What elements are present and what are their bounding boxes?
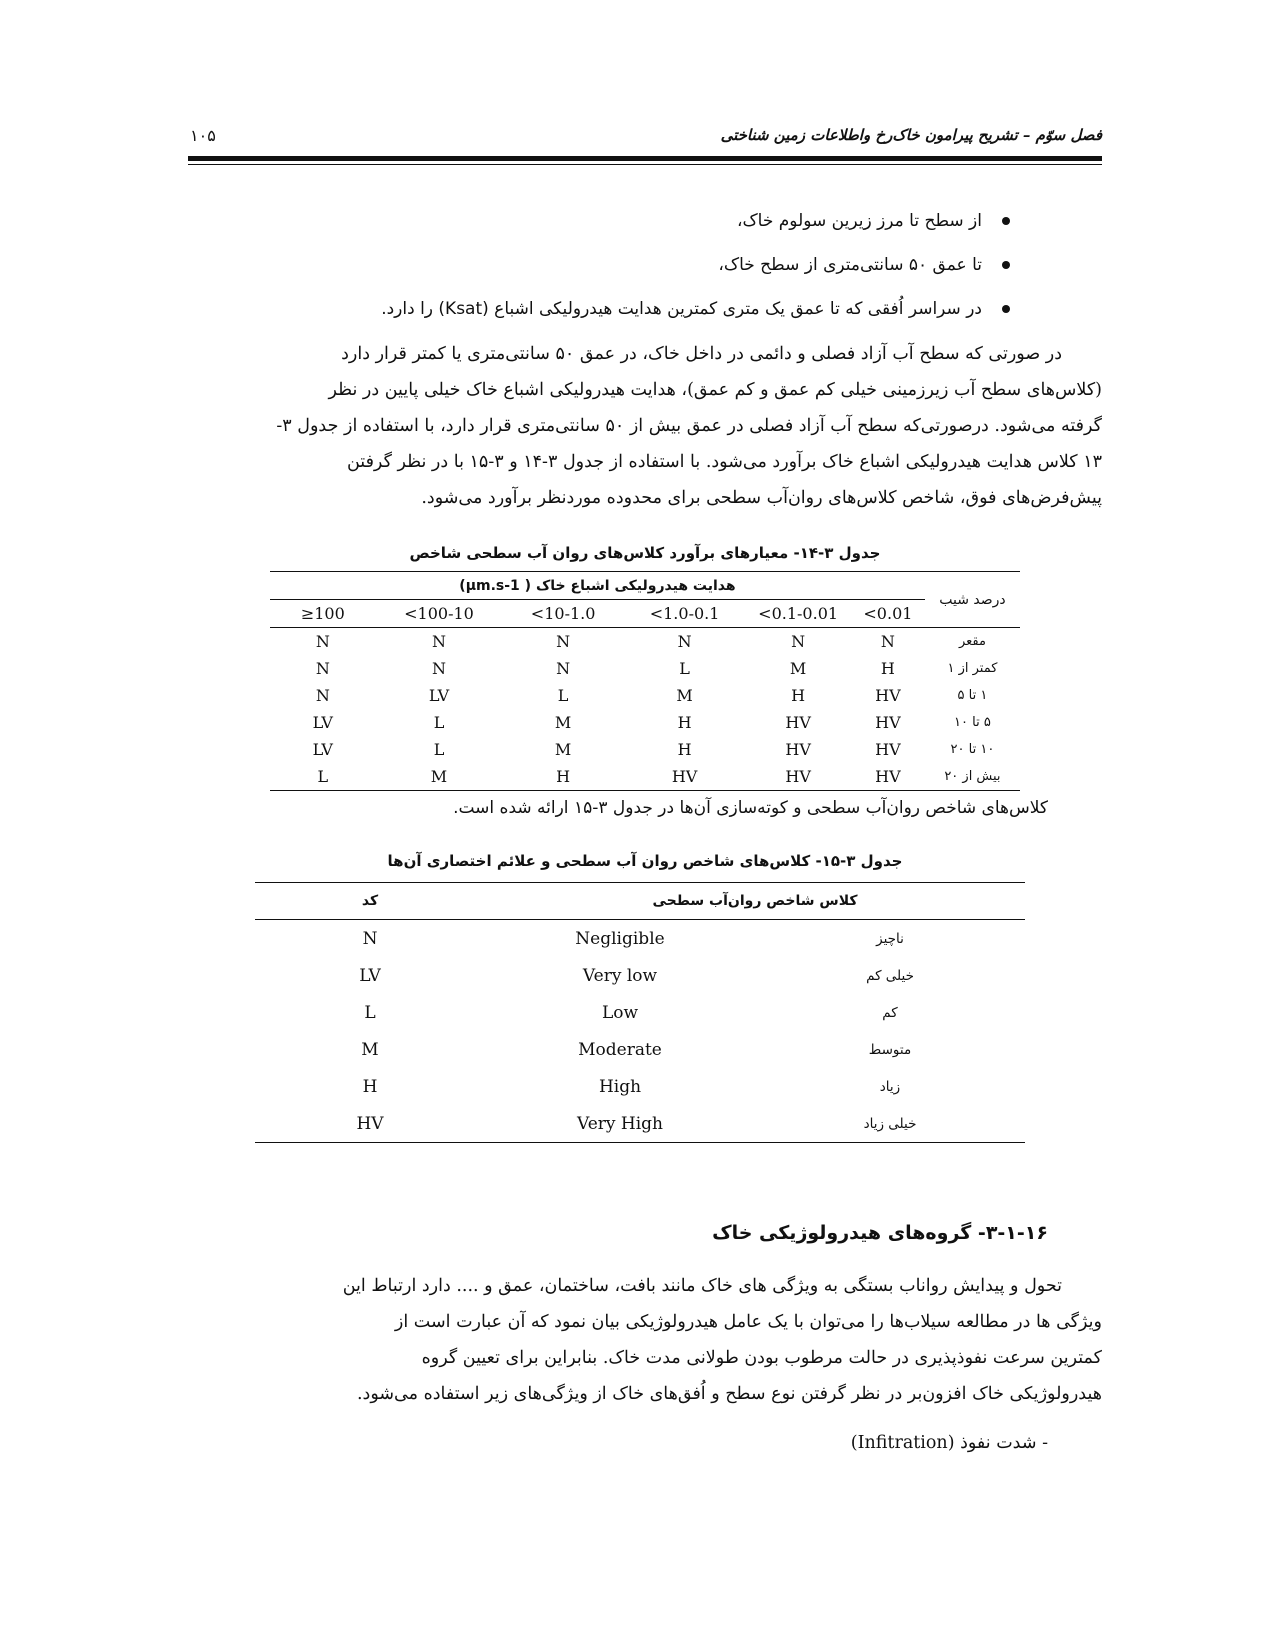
english-cell: Negligible [575,928,665,949]
table-row [270,763,1020,791]
page-header [188,120,1102,150]
cell: N [315,632,330,651]
code-cell: LV [359,965,381,986]
cell: N [432,659,446,678]
bullet-item [188,208,1018,252]
slope-cell: ۱ تا ۵ [957,688,988,703]
table-15-caption: جدول ۳-۱۵- کلاس‌های شاخص روان آب سطحی و علائم اختصاری آن‌ها [387,852,903,870]
persian-cell: متوسط [868,1041,912,1058]
paragraph-line: کمترین سرعت نفوذپذیری در حالت مرطوب بودن طولانی مدت خاک. بنابراین برای تعیین گروه [421,1348,1102,1368]
table-row [255,920,1025,958]
bullet-text: در سراسر اُفقی که تا عمق یک متری کمترین هدایت هیدرولیکی اشباع (Ksat) را دارد. [381,299,982,319]
english-cell: Moderate [578,1039,662,1060]
cell: L [679,659,690,678]
cell: H [677,740,692,759]
paragraph-line: در صورتی که سطح آب آزاد فصلی و دائمی در داخل خاک، در عمق ۵۰ سانتی‌متری یا کمتر قرار دارد [341,344,1062,364]
table-14-caption: جدول ۳-۱۴- معیارهای برآورد کلاس‌های روان آب سطحی شاخص [409,544,881,562]
cell: M [789,659,807,678]
cell: N [556,632,571,651]
list-item: - شدت نفوذ (Infitration) [850,1433,1048,1453]
cell: L [270,763,376,791]
cell: M [554,740,572,759]
persian-cell: خیلی کم [866,967,914,984]
column-header: <0.1-0.01 [745,600,851,628]
cell: N [791,632,806,651]
cell: HV [624,763,745,791]
cell: H [502,763,623,791]
column-header: <1.0-0.1 [624,600,745,628]
cell: N [315,659,330,678]
slope-cell: کمتر از ۱ [947,661,998,676]
cell: HV [745,763,851,791]
table-row [255,1068,1025,1105]
cell: N [432,632,446,651]
chapter-title: فصل سوّم – تشریح پیرامون خاک‌رخ واطلاعات زمین شناختی [720,126,1102,144]
cell: LV [312,713,333,732]
paragraph-line: ویژگی ها در مطالعه سیلاب‌ها را می‌توان با یک عامل هیدرولوژیکی بیان نمود که آن عبارت است از [394,1312,1102,1332]
cell: N [880,632,895,651]
bullet-item [188,252,1018,296]
column-header: ≥100 [270,600,376,628]
paragraph-line: (کلاس‌های سطح آب زیرزمینی خیلی کم عمق و کم عمق)، هدایت هیدرولیکی اشباع خاک خیلی پایین در نظر [328,380,1102,400]
section-heading: ۳-۱-۱۶- گروه‌های هیدرولوژیکی خاک [712,1222,1048,1244]
paragraph-line: هیدرولوژیکی خاک افزون‌بر در نظر گرفتن نوع سطح و اُفق‌های خاک از ویژگی‌های زیر استفاده می‌شود. [356,1384,1102,1404]
slope-cell: ۱۰ تا ۲۰ [950,742,995,757]
paragraph-line: گرفته می‌شود. درصورتی‌که سطح آب آزاد فصلی در عمق بیش از ۵۰ سانتی‌متری قرار دارد، با استفاده از جدول ۳- [276,416,1102,436]
cell: M [376,763,503,791]
slope-header: درصد شیب [925,572,1020,628]
cell: H [677,713,692,732]
cell: LV [312,740,333,759]
table-14 [270,571,1020,791]
table-row [255,1105,1025,1143]
cell: LV [428,686,450,705]
cell: M [554,713,572,732]
english-cell: Very low [582,965,658,986]
cell: H [880,659,895,678]
cell: HV [875,713,901,732]
english-cell: Low [601,1002,639,1023]
table-row [270,682,1020,709]
bullet-item [188,296,1018,340]
table-row [270,736,1020,763]
column-header: <100-10 [376,600,503,628]
paragraph-line: تحول و پیدایش رواناب بستگی به ویژگی های خاک مانند بافت، ساختمان، عمق و .... دارد ارتباط این [342,1276,1062,1296]
page-number: ۱۰۵ [190,126,216,145]
bullet-dot-icon [1002,217,1010,225]
cell: N [677,632,692,651]
slope-cell: مقعر [958,634,986,649]
cell: HV [875,686,901,705]
paragraph-runoff [188,336,1102,516]
column-header: <0.01 [851,600,925,628]
table-row [255,957,1025,994]
bullet-text: تا عمق ۵۰ سانتی‌متری از سطح خاک، [718,255,982,275]
bullet-list [188,208,1018,340]
persian-cell: ناچیز [876,930,904,947]
header-rule-thin [188,164,1102,165]
persian-cell: زیاد [879,1078,901,1095]
cell: HV [785,713,811,732]
bullet-text: از سطح تا مرز زیرین سولوم خاک، [736,211,982,231]
header-rule-thick [188,156,1102,161]
conductivity-group-header: هدایت هیدرولیکی اشباع خاک ( µm.s-1) [270,572,925,600]
paragraph-line: پیش‌فرض‌های فوق، شاخص کلاس‌های روان‌آب سطحی برای محدوده موردنظر برآورد می‌شود. [421,488,1102,508]
cell: L [433,713,445,732]
table-row [270,655,1020,682]
code-cell: M [361,1039,379,1060]
cell: N [315,686,330,705]
cell: HV [875,740,901,759]
code-cell: L [364,1002,376,1023]
cell: N [556,659,571,678]
table-row [270,709,1020,736]
slope-cell: بیش از ۲۰ [925,763,1020,791]
persian-cell: خیلی زیاد [755,1105,1025,1143]
column-header: <10-1.0 [502,600,623,628]
persian-cell: کم [882,1004,898,1021]
bullet-dot-icon [1002,261,1010,269]
english-cell: High [598,1076,642,1097]
slope-cell: ۵ تا ۱۰ [954,715,991,730]
cell: HV [785,740,811,759]
code-header: کد [255,883,485,920]
english-cell: Very High [485,1105,755,1143]
table-row [255,994,1025,1031]
paragraph-hydrologic [188,1268,1102,1412]
code-cell: H [362,1076,378,1097]
table-note: کلاس‌های شاخص روان‌آب سطحی و کوته‌سازی آن‌ها در جدول ۳-۱۵ ارائه شده است. [453,798,1048,818]
cell: HV [851,763,925,791]
cell: H [791,686,806,705]
cell: M [676,686,693,705]
class-header: کلاس شاخص روان‌آب سطحی [485,883,1025,920]
bullet-dot-icon [1002,305,1010,313]
table-15 [255,882,1025,1143]
table-row [255,1031,1025,1068]
code-cell: N [362,928,378,949]
paragraph-line: ۱۳ کلاس هدایت هیدرولیکی اشباع خاک برآورد می‌شود. با استفاده از جدول ۳-۱۴ و ۳-۱۵ با در نظر گرفتن [346,452,1102,472]
cell: L [433,740,445,759]
table-row [270,628,1020,656]
code-cell: HV [255,1105,485,1143]
cell: L [557,686,569,705]
